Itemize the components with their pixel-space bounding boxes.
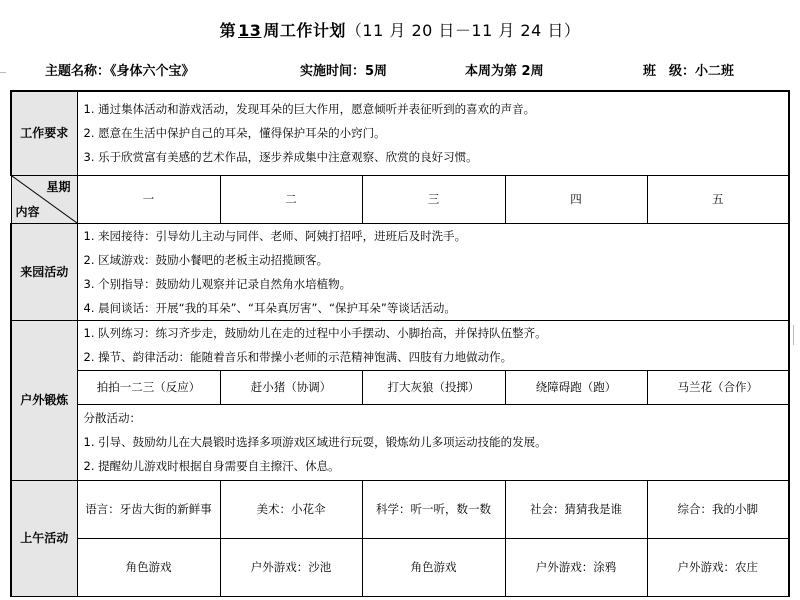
header-work-requirements: 工作要求: [11, 91, 77, 175]
header-arrival: 来园活动: [11, 223, 77, 320]
work-req-line: 2. 愿意在生活中保护自己的耳朵，懂得保护耳朵的小窍门。: [83, 126, 386, 141]
diag-label-weekday: 星期: [46, 179, 71, 194]
header-outdoor: 户外锻炼: [11, 320, 77, 480]
arrival-content: [77, 223, 789, 320]
work-req-line: 1. 通过集体活动和游戏活动，发现耳朵的巨大作用，愿意倾听并表征听到的喜欢的声音。: [83, 102, 536, 117]
outdoor-line: 2. 操节、韵律活动：能随着音乐和带操小老师的示范精神饱满、四肢有力地做动作。: [83, 350, 513, 364]
morning-subject-fri: 综合：我的小脚: [647, 480, 789, 538]
current-week: 本周为第 2周: [465, 64, 544, 79]
title-prefix: 第: [219, 21, 237, 40]
class-name: 班 级：小二班: [643, 64, 735, 79]
arrival-line: 2. 区域游戏：鼓励小餐吧的老板主动招揽顾客。: [83, 252, 329, 267]
row-morning-subjects: [11, 480, 789, 538]
row-work-requirements: [11, 91, 789, 175]
work-req-line: 3. 乐于欣赏富有美感的艺术作品，逐步养成集中注意观察、欣赏的良好习惯。: [83, 150, 478, 165]
outdoor-drills-content: [77, 320, 789, 370]
morning-game-fri: 户外游戏：农庄: [647, 538, 789, 596]
row-outdoor-drills: [11, 320, 789, 370]
weekly-plan-table: [10, 90, 790, 597]
outdoor-free-line: 1. 引导、鼓励幼儿在大晨锻时选择多项游戏区域进行玩耍，锻炼幼儿多项运动技能的发展。: [83, 435, 547, 449]
diagonal-header-cell: [11, 175, 77, 223]
day-header-wed: 三: [362, 175, 505, 223]
page-title: [0, 18, 800, 41]
arrival-line: 1. 来园接待：引导幼儿主动与同伴、老师、阿姨打招呼，进班后及时洗手。: [83, 228, 467, 243]
row-days-header: [11, 175, 789, 223]
row-arrival: [11, 223, 789, 320]
page-edge-mark: [0, 72, 6, 79]
morning-subject-thu: 社会：猜猜我是谁: [505, 480, 647, 538]
morning-game-mon: 角色游戏: [77, 538, 220, 596]
day-header-fri: 五: [647, 175, 789, 223]
outdoor-game-mon: 拍拍一二三（反应）: [77, 370, 220, 404]
outdoor-game-fri: 马兰花（合作）: [647, 370, 789, 404]
morning-subject-tue: 美术：小花伞: [220, 480, 362, 538]
row-outdoor-games: [11, 370, 789, 404]
theme-name: 主题名称：《身体六个宝》: [45, 64, 195, 79]
outdoor-free-content: [77, 404, 789, 480]
title-suffix: 周工作计划: [263, 21, 346, 40]
info-line: [0, 60, 800, 80]
row-outdoor-free: [11, 404, 789, 480]
header-morning: 上午活动: [11, 480, 77, 596]
scroll-marker[interactable]: [793, 325, 800, 345]
day-header-mon: 一: [77, 175, 220, 223]
work-requirements-content: [77, 91, 789, 175]
morning-game-thu: 户外游戏：涂鸦: [505, 538, 647, 596]
duration: 实施时间：5周: [300, 64, 388, 79]
morning-game-wed: 角色游戏: [362, 538, 505, 596]
outdoor-game-thu: 绕障碍跑（跑）: [505, 370, 647, 404]
morning-subject-mon: 语言：牙齿大街的新鲜事: [77, 480, 220, 538]
row-morning-games: [11, 538, 789, 596]
day-header-tue: 二: [220, 175, 362, 223]
outdoor-line: 1. 队列练习：练习齐步走，鼓励幼儿在走的过程中小手摆动、小脚抬高，并保持队伍整齐。: [83, 326, 547, 340]
arrival-line: 3. 个别指导：鼓励幼儿观察并记录自然角水培植物。: [83, 276, 352, 291]
outdoor-free-line: 分散活动：: [83, 411, 141, 425]
day-header-thu: 四: [505, 175, 647, 223]
morning-game-tue: 户外游戏：沙池: [220, 538, 362, 596]
diag-label-content: 内容: [15, 204, 40, 219]
date-range: （11 月 20 日－11 月 24 日）: [345, 21, 581, 40]
morning-subject-wed: 科学：听一听，数一数: [362, 480, 505, 538]
week-number: 13: [238, 21, 262, 40]
arrival-line: 4. 晨间谈话：开展“我的耳朵”、“耳朵真厉害”、“保护耳朵”等谈话活动。: [83, 300, 456, 315]
outdoor-game-wed: 打大灰狼（投掷）: [362, 370, 505, 404]
outdoor-game-tue: 赶小猪（协调）: [220, 370, 362, 404]
outdoor-free-line: 2. 提醒幼儿游戏时根据自身需要自主擦汗、休息。: [83, 459, 340, 473]
